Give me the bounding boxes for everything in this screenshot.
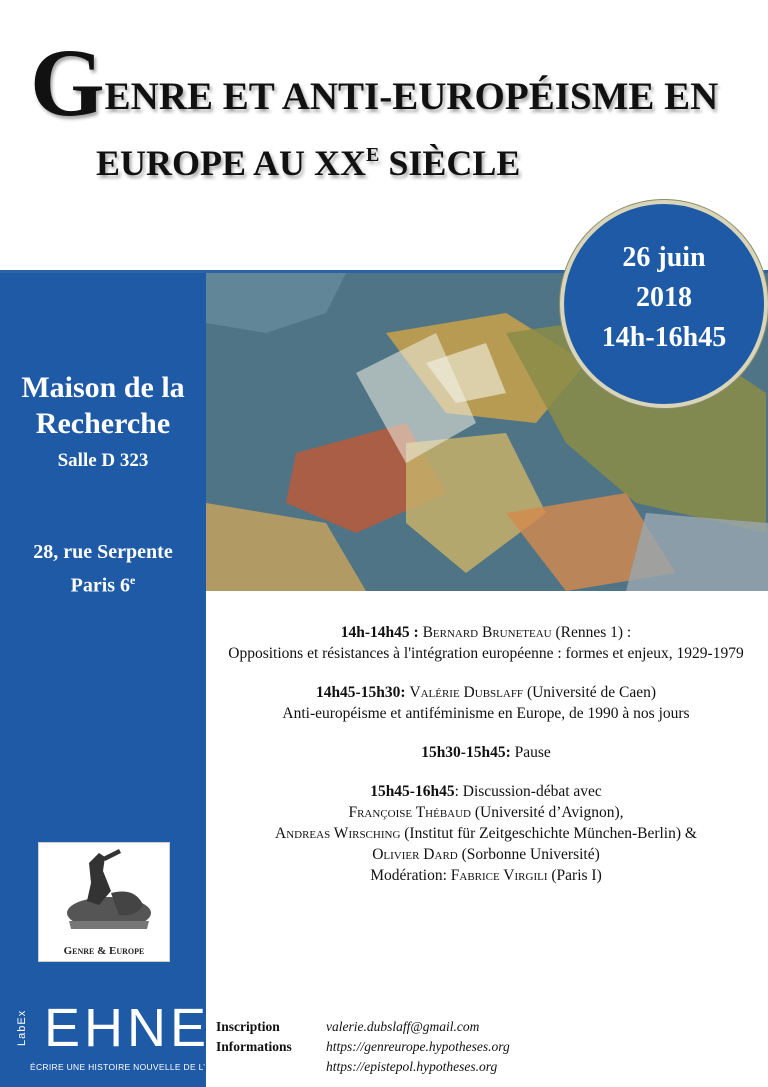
title-line2: EUROPE AU XX — [96, 143, 367, 183]
speaker-name: Valérie Dubslaff — [409, 684, 524, 701]
speaker-affil: (Rennes 1) : — [551, 624, 632, 641]
genre-europe-caption: Genre & Europe — [63, 945, 145, 957]
date-badge — [560, 200, 768, 408]
url-link[interactable]: https://epistepol.hypotheses.org — [326, 1059, 498, 1074]
panelist-affil: (Institut für Zeitgeschichte München-Berlin) & — [400, 825, 697, 842]
page-title — [30, 29, 750, 183]
genre-europe-logo — [38, 842, 170, 962]
program-item — [210, 742, 762, 763]
date-day: 26 juin — [622, 242, 706, 273]
labex-label: LabEx — [16, 1009, 28, 1046]
moderation-label: Modération: — [370, 867, 451, 884]
program-item — [210, 682, 762, 724]
moderator-name: Fabrice Virgili — [450, 867, 548, 884]
panelist-affil: (Sorbonne Université) — [457, 846, 600, 863]
email-link[interactable]: valerie.dubslaff@gmail.com — [326, 1019, 480, 1034]
program-time: 14h-14h45 : — [340, 624, 419, 641]
program — [210, 622, 762, 904]
title-line2-end: SIÈCLE — [379, 143, 521, 183]
venue-room: Salle D 323 — [57, 450, 149, 471]
ehne-tagline: ÉCRIRE UNE HISTOIRE NOUVELLE DE L’EUROPE — [30, 1062, 244, 1072]
address-city-sup: e — [130, 573, 136, 587]
talk-title: Oppositions et résistances à l'intégration européenne : formes et enjeux, 1929-1979 — [228, 645, 744, 662]
panelist-name: Françoise Thébaud — [348, 804, 471, 821]
venue — [0, 370, 206, 474]
panelist-affil: (Université d’Avignon), — [471, 804, 624, 821]
address-street: 28, rue Serpente — [33, 541, 173, 563]
ehne-wordmark: EHNE — [44, 998, 211, 1058]
speaker-name: Bernard Bruneteau — [422, 624, 552, 641]
speaker-affil: (Université de Caen) — [523, 684, 657, 701]
labex-ehne-logo — [10, 998, 244, 1080]
program-time: 14h45-15h30: — [315, 684, 406, 701]
informations-label: Informations — [216, 1039, 292, 1054]
program-item — [210, 622, 762, 664]
date-year: 2018 — [636, 282, 692, 313]
program-item — [210, 781, 762, 886]
address-city: Paris 6 — [70, 574, 131, 597]
program-time: 15h30-15h45: — [421, 744, 511, 761]
statue-illustration-icon — [39, 843, 169, 939]
title-sup: E — [366, 144, 380, 166]
date-time: 14h-16h45 — [601, 322, 727, 353]
moderator-affil: (Paris I) — [547, 867, 602, 884]
program-label: : Discussion-débat avec — [454, 783, 602, 800]
panelist-name: Andreas Wirsching — [275, 825, 401, 842]
url-link[interactable]: https://genreurope.hypotheses.org — [326, 1039, 510, 1054]
inscription-label: Inscription — [216, 1019, 280, 1034]
title-line1: ENRE ET ANTI-EUROPÉISME EN — [104, 75, 719, 118]
panelist-name: Olivier Dard — [372, 846, 458, 863]
program-time: 15h45-16h45 — [370, 783, 455, 800]
address — [0, 538, 206, 600]
venue-name: Maison de la Recherche — [21, 371, 185, 440]
program-label: Pause — [510, 744, 551, 761]
talk-title: Anti-européisme et antiféminisme en Europe, de 1990 à nos jours — [282, 705, 690, 722]
title-initial: G — [30, 29, 105, 136]
